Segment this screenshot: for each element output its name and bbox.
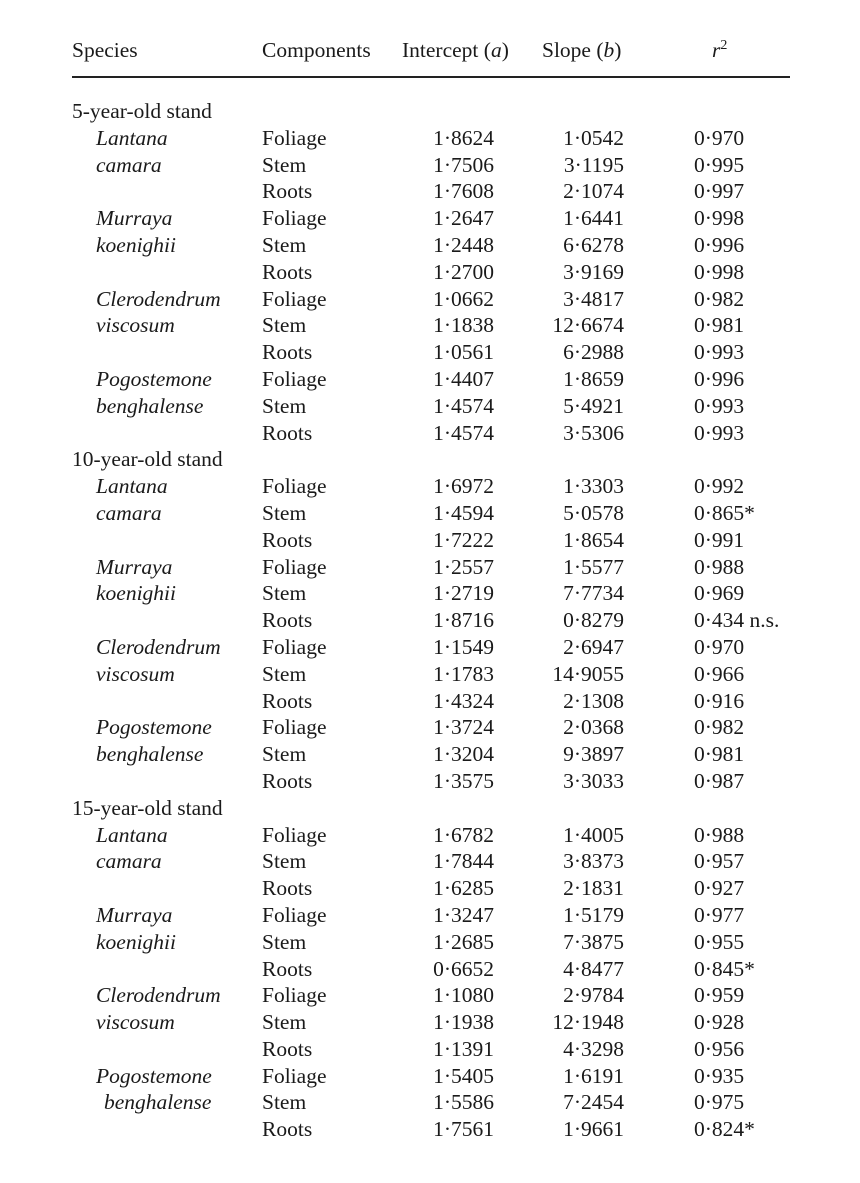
component-cell: Stem (262, 393, 307, 418)
intercept-cell: 1·2557 (433, 554, 494, 579)
table-body (72, 98, 792, 1143)
stand-group-heading (72, 98, 792, 125)
table-row (72, 607, 792, 634)
r-squared-cell: 0·928 (694, 1010, 745, 1035)
slope-cell: 6·2988 (563, 340, 624, 365)
r-squared-cell: 0·993 (694, 393, 745, 418)
intercept-cell: 1·5405 (433, 1063, 494, 1088)
table-row (72, 1036, 792, 1063)
slope-cell: 9·3897 (563, 742, 624, 767)
component-cell: Roots (262, 259, 313, 284)
slope-cell: 7·2454 (563, 1090, 624, 1115)
intercept-cell: 1·3575 (433, 768, 494, 793)
r-squared-cell: 0·992 (694, 474, 745, 499)
slope-cell: 12·1948 (552, 1010, 624, 1035)
intercept-cell: 1·7506 (433, 152, 494, 177)
r-squared-cell: 0·991 (694, 527, 745, 552)
component-cell: Foliage (262, 474, 327, 499)
intercept-cell: 1·1391 (433, 1036, 494, 1061)
component-cell: Roots (262, 956, 313, 981)
stand-group-heading (72, 795, 792, 822)
intercept-cell: 1·5586 (433, 1090, 494, 1115)
r-squared-cell: 0·956 (694, 1036, 745, 1061)
component-cell: Roots (262, 608, 313, 633)
table-row (72, 661, 792, 688)
species-name: Murraya (96, 902, 173, 927)
slope-label: Slope ( (542, 38, 604, 62)
intercept-cell: 1·2647 (433, 206, 494, 231)
intercept-cell: 1·8716 (433, 608, 494, 633)
slope-cell: 1·9661 (563, 1117, 624, 1142)
intercept-cell: 1·7222 (433, 527, 494, 552)
header-r-squared (712, 38, 727, 63)
table-row (72, 152, 792, 179)
intercept-cell: 1·6285 (433, 876, 494, 901)
intercept-cell: 1·7844 (433, 849, 494, 874)
r-squared-cell: 0·975 (694, 1090, 745, 1115)
intercept-cell: 1·4574 (433, 420, 494, 445)
table-row (72, 768, 792, 795)
component-cell: Roots (262, 688, 313, 713)
species-name: camara (96, 849, 162, 874)
table-row (72, 286, 792, 313)
component-cell: Stem (262, 1090, 307, 1115)
species-name: benghalense (104, 1090, 212, 1115)
species-name: Clerodendrum (96, 634, 221, 659)
intercept-cell: 1·6782 (433, 822, 494, 847)
r-squared-cell: 0·997 (694, 179, 745, 204)
intercept-cell: 1·0561 (433, 340, 494, 365)
intercept-symbol: a (490, 38, 502, 62)
component-cell: Stem (262, 661, 307, 686)
table-row (72, 688, 792, 715)
slope-cell: 5·0578 (563, 500, 624, 525)
species-name: camara (96, 500, 162, 525)
intercept-cell: 1·4594 (433, 500, 494, 525)
component-cell: Foliage (262, 1063, 327, 1088)
table-header (72, 0, 792, 80)
r-squared-cell: 0·916 (694, 688, 745, 713)
slope-cell: 7·3875 (563, 929, 624, 954)
table-row (72, 125, 792, 152)
table-row (72, 500, 792, 527)
slope-cell: 3·3033 (563, 768, 624, 793)
table-row (72, 339, 792, 366)
component-cell: Roots (262, 179, 313, 204)
intercept-cell: 1·1938 (433, 1010, 494, 1035)
species-name: viscosum (96, 1010, 175, 1035)
slope-symbol: b (603, 38, 615, 62)
r-squared-cell: 0·969 (694, 581, 745, 606)
table-row (72, 420, 792, 447)
r-squared-cell: 0·970 (694, 634, 745, 659)
r-squared-cell: 0·982 (694, 715, 745, 740)
slope-cell: 3·4817 (563, 286, 624, 311)
component-cell: Stem (262, 929, 307, 954)
slope-cell: 1·8654 (563, 527, 624, 552)
r-squared-cell: 0·966 (694, 661, 745, 686)
table-row (72, 714, 792, 741)
r-squared-cell: 0·981 (694, 313, 745, 338)
table-row (72, 1009, 792, 1036)
r-squared-cell: 0·927 (694, 876, 745, 901)
component-cell: Foliage (262, 715, 327, 740)
slope-cell: 3·5306 (563, 420, 624, 445)
r-squared-cell: 0·998 (694, 259, 745, 284)
slope-cell: 1·5577 (563, 554, 624, 579)
slope-cell: 3·9169 (563, 259, 624, 284)
r-squared-cell: 0·996 (694, 366, 745, 391)
r-squared-cell: 0·988 (694, 554, 745, 579)
intercept-cell: 1·6972 (433, 474, 494, 499)
intercept-cell: 1·2685 (433, 929, 494, 954)
slope-cell: 1·6441 (563, 206, 624, 231)
table-row (72, 634, 792, 661)
r-squared-cell: 0·935 (694, 1063, 745, 1088)
species-name: Clerodendrum (96, 983, 221, 1008)
species-name: Lantana (96, 125, 168, 150)
r-squared-cell: 0·996 (694, 232, 745, 257)
slope-cell: 7·7734 (563, 581, 624, 606)
species-name: Murraya (96, 554, 173, 579)
intercept-cell: 1·3204 (433, 742, 494, 767)
species-name: benghalense (96, 393, 204, 418)
slope-cell: 14·9055 (552, 661, 624, 686)
component-cell: Foliage (262, 983, 327, 1008)
intercept-cell: 1·7561 (433, 1117, 494, 1142)
regression-table (72, 0, 792, 1142)
component-cell: Foliage (262, 125, 327, 150)
species-name: Clerodendrum (96, 286, 221, 311)
intercept-cell: 1·4407 (433, 366, 494, 391)
intercept-cell: 1·8624 (433, 125, 494, 150)
species-name: koenighii (96, 232, 177, 257)
table-row (72, 232, 792, 259)
species-name: Lantana (96, 822, 168, 847)
table-row (72, 527, 792, 554)
r-squared-cell: 0·845* (694, 956, 755, 981)
table-row (72, 929, 792, 956)
table-row (72, 473, 792, 500)
r-squared-cell: 0·995 (694, 152, 745, 177)
r-squared-cell: 0·959 (694, 983, 745, 1008)
slope-cell: 1·0542 (563, 125, 624, 150)
stand-label: 5-year-old stand (72, 99, 212, 123)
component-cell: Foliage (262, 554, 327, 579)
slope-cell: 3·8373 (563, 849, 624, 874)
slope-cell: 4·8477 (563, 956, 624, 981)
intercept-cell: 1·0662 (433, 286, 494, 311)
intercept-cell: 1·2700 (433, 259, 494, 284)
component-cell: Foliage (262, 902, 327, 927)
component-cell: Stem (262, 500, 307, 525)
r-squared-cell: 0·957 (694, 849, 745, 874)
species-name: viscosum (96, 661, 175, 686)
table-row (72, 875, 792, 902)
slope-cell: 12·6674 (552, 313, 624, 338)
table-row (72, 178, 792, 205)
intercept-cell: 1·3724 (433, 715, 494, 740)
component-cell: Roots (262, 420, 313, 445)
component-cell: Stem (262, 313, 307, 338)
intercept-cell: 1·4574 (433, 393, 494, 418)
slope-close: ) (614, 38, 622, 62)
component-cell: Roots (262, 1036, 313, 1061)
component-cell: Stem (262, 742, 307, 767)
r-squared-cell: 0·434 n.s. (694, 608, 780, 633)
species-name: Pogostemone (96, 715, 212, 740)
species-name: Pogostemone (96, 366, 212, 391)
slope-cell: 2·6947 (563, 634, 624, 659)
slope-cell: 0·8279 (563, 608, 624, 633)
header-species: Species (72, 38, 138, 62)
header-intercept (402, 38, 509, 63)
table-row (72, 580, 792, 607)
stand-label: 10-year-old stand (72, 447, 223, 472)
stand-label: 15-year-old stand (72, 795, 223, 820)
r-squared-cell: 0·987 (694, 768, 745, 793)
slope-cell: 2·9784 (563, 983, 624, 1008)
component-cell: Foliage (262, 822, 327, 847)
slope-cell: 1·8659 (563, 366, 624, 391)
stand-group-heading (72, 446, 792, 473)
slope-cell: 1·6191 (563, 1063, 624, 1088)
header-components: Components (262, 38, 371, 62)
table-row (72, 741, 792, 768)
intercept-cell: 1·2448 (433, 232, 494, 257)
intercept-cell: 1·1838 (433, 313, 494, 338)
r-squared-cell: 0·993 (694, 420, 745, 445)
slope-cell: 5·4921 (563, 393, 624, 418)
r-squared-cell: 0·993 (694, 340, 745, 365)
r-squared-cell: 0·981 (694, 742, 745, 767)
intercept-cell: 1·7608 (433, 179, 494, 204)
intercept-cell: 1·1549 (433, 634, 494, 659)
intercept-label: Intercept ( (402, 38, 491, 62)
r-squared-cell: 0·865* (694, 500, 755, 525)
component-cell: Stem (262, 1010, 307, 1035)
species-name: koenighii (96, 929, 177, 954)
table-row (72, 982, 792, 1009)
table-row (72, 312, 792, 339)
component-cell: Foliage (262, 286, 327, 311)
slope-cell: 2·1831 (563, 876, 624, 901)
component-cell: Roots (262, 1117, 313, 1142)
table-row (72, 902, 792, 929)
table-row (72, 1063, 792, 1090)
r-exponent: 2 (720, 38, 728, 53)
table-row (72, 393, 792, 420)
header-slope (542, 38, 621, 63)
intercept-cell: 1·1783 (433, 661, 494, 686)
slope-cell: 1·4005 (563, 822, 624, 847)
r-squared-cell: 0·970 (694, 125, 745, 150)
species-name: camara (96, 152, 162, 177)
species-name: Pogostemone (96, 1063, 212, 1088)
component-cell: Stem (262, 581, 307, 606)
component-cell: Foliage (262, 366, 327, 391)
r-squared-cell: 0·988 (694, 822, 745, 847)
species-name: benghalense (96, 742, 204, 767)
component-cell: Stem (262, 849, 307, 874)
intercept-close: ) (501, 38, 509, 62)
slope-cell: 1·3303 (563, 474, 624, 499)
component-cell: Stem (262, 152, 307, 177)
component-cell: Roots (262, 768, 313, 793)
component-cell: Roots (262, 527, 313, 552)
slope-cell: 2·1308 (563, 688, 624, 713)
r-squared-cell: 0·998 (694, 206, 745, 231)
table-row (72, 956, 792, 983)
component-cell: Foliage (262, 634, 327, 659)
species-name: Lantana (96, 474, 168, 499)
table-row (72, 554, 792, 581)
table-row (72, 1116, 792, 1143)
table-row (72, 848, 792, 875)
component-cell: Roots (262, 340, 313, 365)
slope-cell: 2·0368 (563, 715, 624, 740)
component-cell: Roots (262, 876, 313, 901)
intercept-cell: 1·3247 (433, 902, 494, 927)
slope-cell: 4·3298 (563, 1036, 624, 1061)
component-cell: Stem (262, 232, 307, 257)
species-name: viscosum (96, 313, 175, 338)
intercept-cell: 0·6652 (433, 956, 494, 981)
table-row (72, 259, 792, 286)
r-squared-cell: 0·955 (694, 929, 745, 954)
header-rule (72, 76, 790, 78)
slope-cell: 6·6278 (563, 232, 624, 257)
table-row (72, 822, 792, 849)
intercept-cell: 1·4324 (433, 688, 494, 713)
slope-cell: 2·1074 (563, 179, 624, 204)
component-cell: Foliage (262, 206, 327, 231)
r-squared-cell: 0·824* (694, 1117, 755, 1142)
intercept-cell: 1·2719 (433, 581, 494, 606)
r-symbol: r (712, 38, 721, 62)
species-name: koenighii (96, 581, 177, 606)
slope-cell: 1·5179 (563, 902, 624, 927)
table-row (72, 366, 792, 393)
r-squared-cell: 0·977 (694, 902, 745, 927)
table-row (72, 205, 792, 232)
intercept-cell: 1·1080 (433, 983, 494, 1008)
slope-cell: 3·1195 (563, 152, 624, 177)
species-name: Murraya (96, 206, 173, 231)
r-squared-cell: 0·982 (694, 286, 745, 311)
table-row (72, 1089, 792, 1116)
